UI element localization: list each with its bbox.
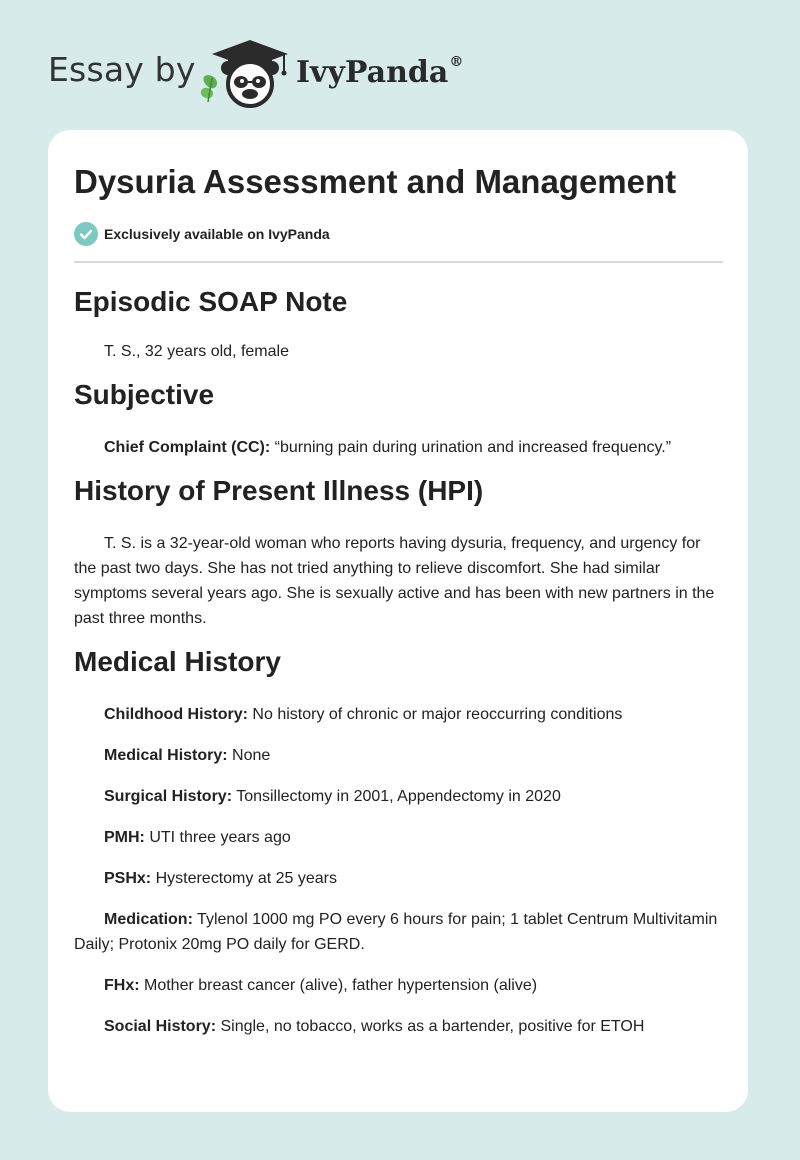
pshx <box>74 866 724 891</box>
item-label: PMH: <box>104 829 145 846</box>
medical-history <box>74 743 724 768</box>
chief-complaint-text: “burning pain during urination and increased frequency.” <box>270 439 672 456</box>
item-label: PSHx: <box>104 870 152 887</box>
chief-complaint <box>74 435 724 460</box>
essay-card <box>48 130 748 1112</box>
heading-medical-history: Medical History <box>74 646 281 677</box>
heading-episodic-soap-note: Episodic SOAP Note <box>74 286 348 317</box>
item-label: Surgical History: <box>104 788 233 805</box>
item-text: Hysterectomy at 25 years <box>151 870 337 887</box>
family-history <box>74 973 724 998</box>
item-label: Medication: <box>104 911 193 928</box>
registered-mark: ® <box>449 54 464 70</box>
article-body <box>74 283 724 1039</box>
item-label: Childhood History: <box>104 706 248 723</box>
childhood-history <box>74 702 724 727</box>
chief-complaint-label: Chief Complaint (CC): <box>104 439 271 456</box>
essay-by-label: Essay by <box>48 50 196 89</box>
item-text: Tonsillectomy in 2001, Appendectomy in 2020 <box>232 788 561 805</box>
medication <box>74 907 724 957</box>
item-text: UTI three years ago <box>144 829 291 846</box>
patient-line: T. S., 32 years old, female <box>104 343 289 360</box>
item-label: Social History: <box>104 1018 217 1035</box>
site-header <box>0 0 800 120</box>
social-history <box>74 1014 724 1039</box>
heading-hpi: History of Present Illness (HPI) <box>74 475 484 506</box>
item-label: FHx: <box>104 977 140 994</box>
surgical-history <box>74 784 724 809</box>
page-title: Dysuria Assessment and Management <box>74 163 677 200</box>
heading-subjective: Subjective <box>74 379 215 410</box>
item-text: None <box>227 747 271 764</box>
item-label: Medical History: <box>104 747 228 764</box>
title-divider <box>74 261 723 263</box>
exclusive-badge <box>74 222 330 246</box>
hpi-paragraph: T. S. is a 32-year-old woman who reports having dysuria, frequency, and urgency for the past two days. She has not tried anything to relieve discomfort. She had similar symptoms several years ago. She is sexually active and has been with new partners in the past three months. <box>74 535 715 627</box>
check-circle-icon <box>74 222 98 246</box>
item-text: Tylenol 1000 mg PO every 6 hours for pain; 1 tablet Centrum Multivitamin Daily; Protonix 20mg PO daily for GERD. <box>74 911 718 953</box>
exclusive-badge-text: Exclusively available on IvyPanda <box>104 226 330 242</box>
item-text: No history of chronic or major reoccurring conditions <box>247 706 623 723</box>
panda-logo-icon[interactable] <box>198 38 294 110</box>
item-text: Single, no tobacco, works as a bartender, positive for ETOH <box>216 1018 645 1035</box>
brand-name[interactable] <box>296 54 463 90</box>
brand-text: IvyPanda <box>296 55 449 90</box>
pmh <box>74 825 724 850</box>
item-text: Mother breast cancer (alive), father hypertension (alive) <box>139 977 538 994</box>
